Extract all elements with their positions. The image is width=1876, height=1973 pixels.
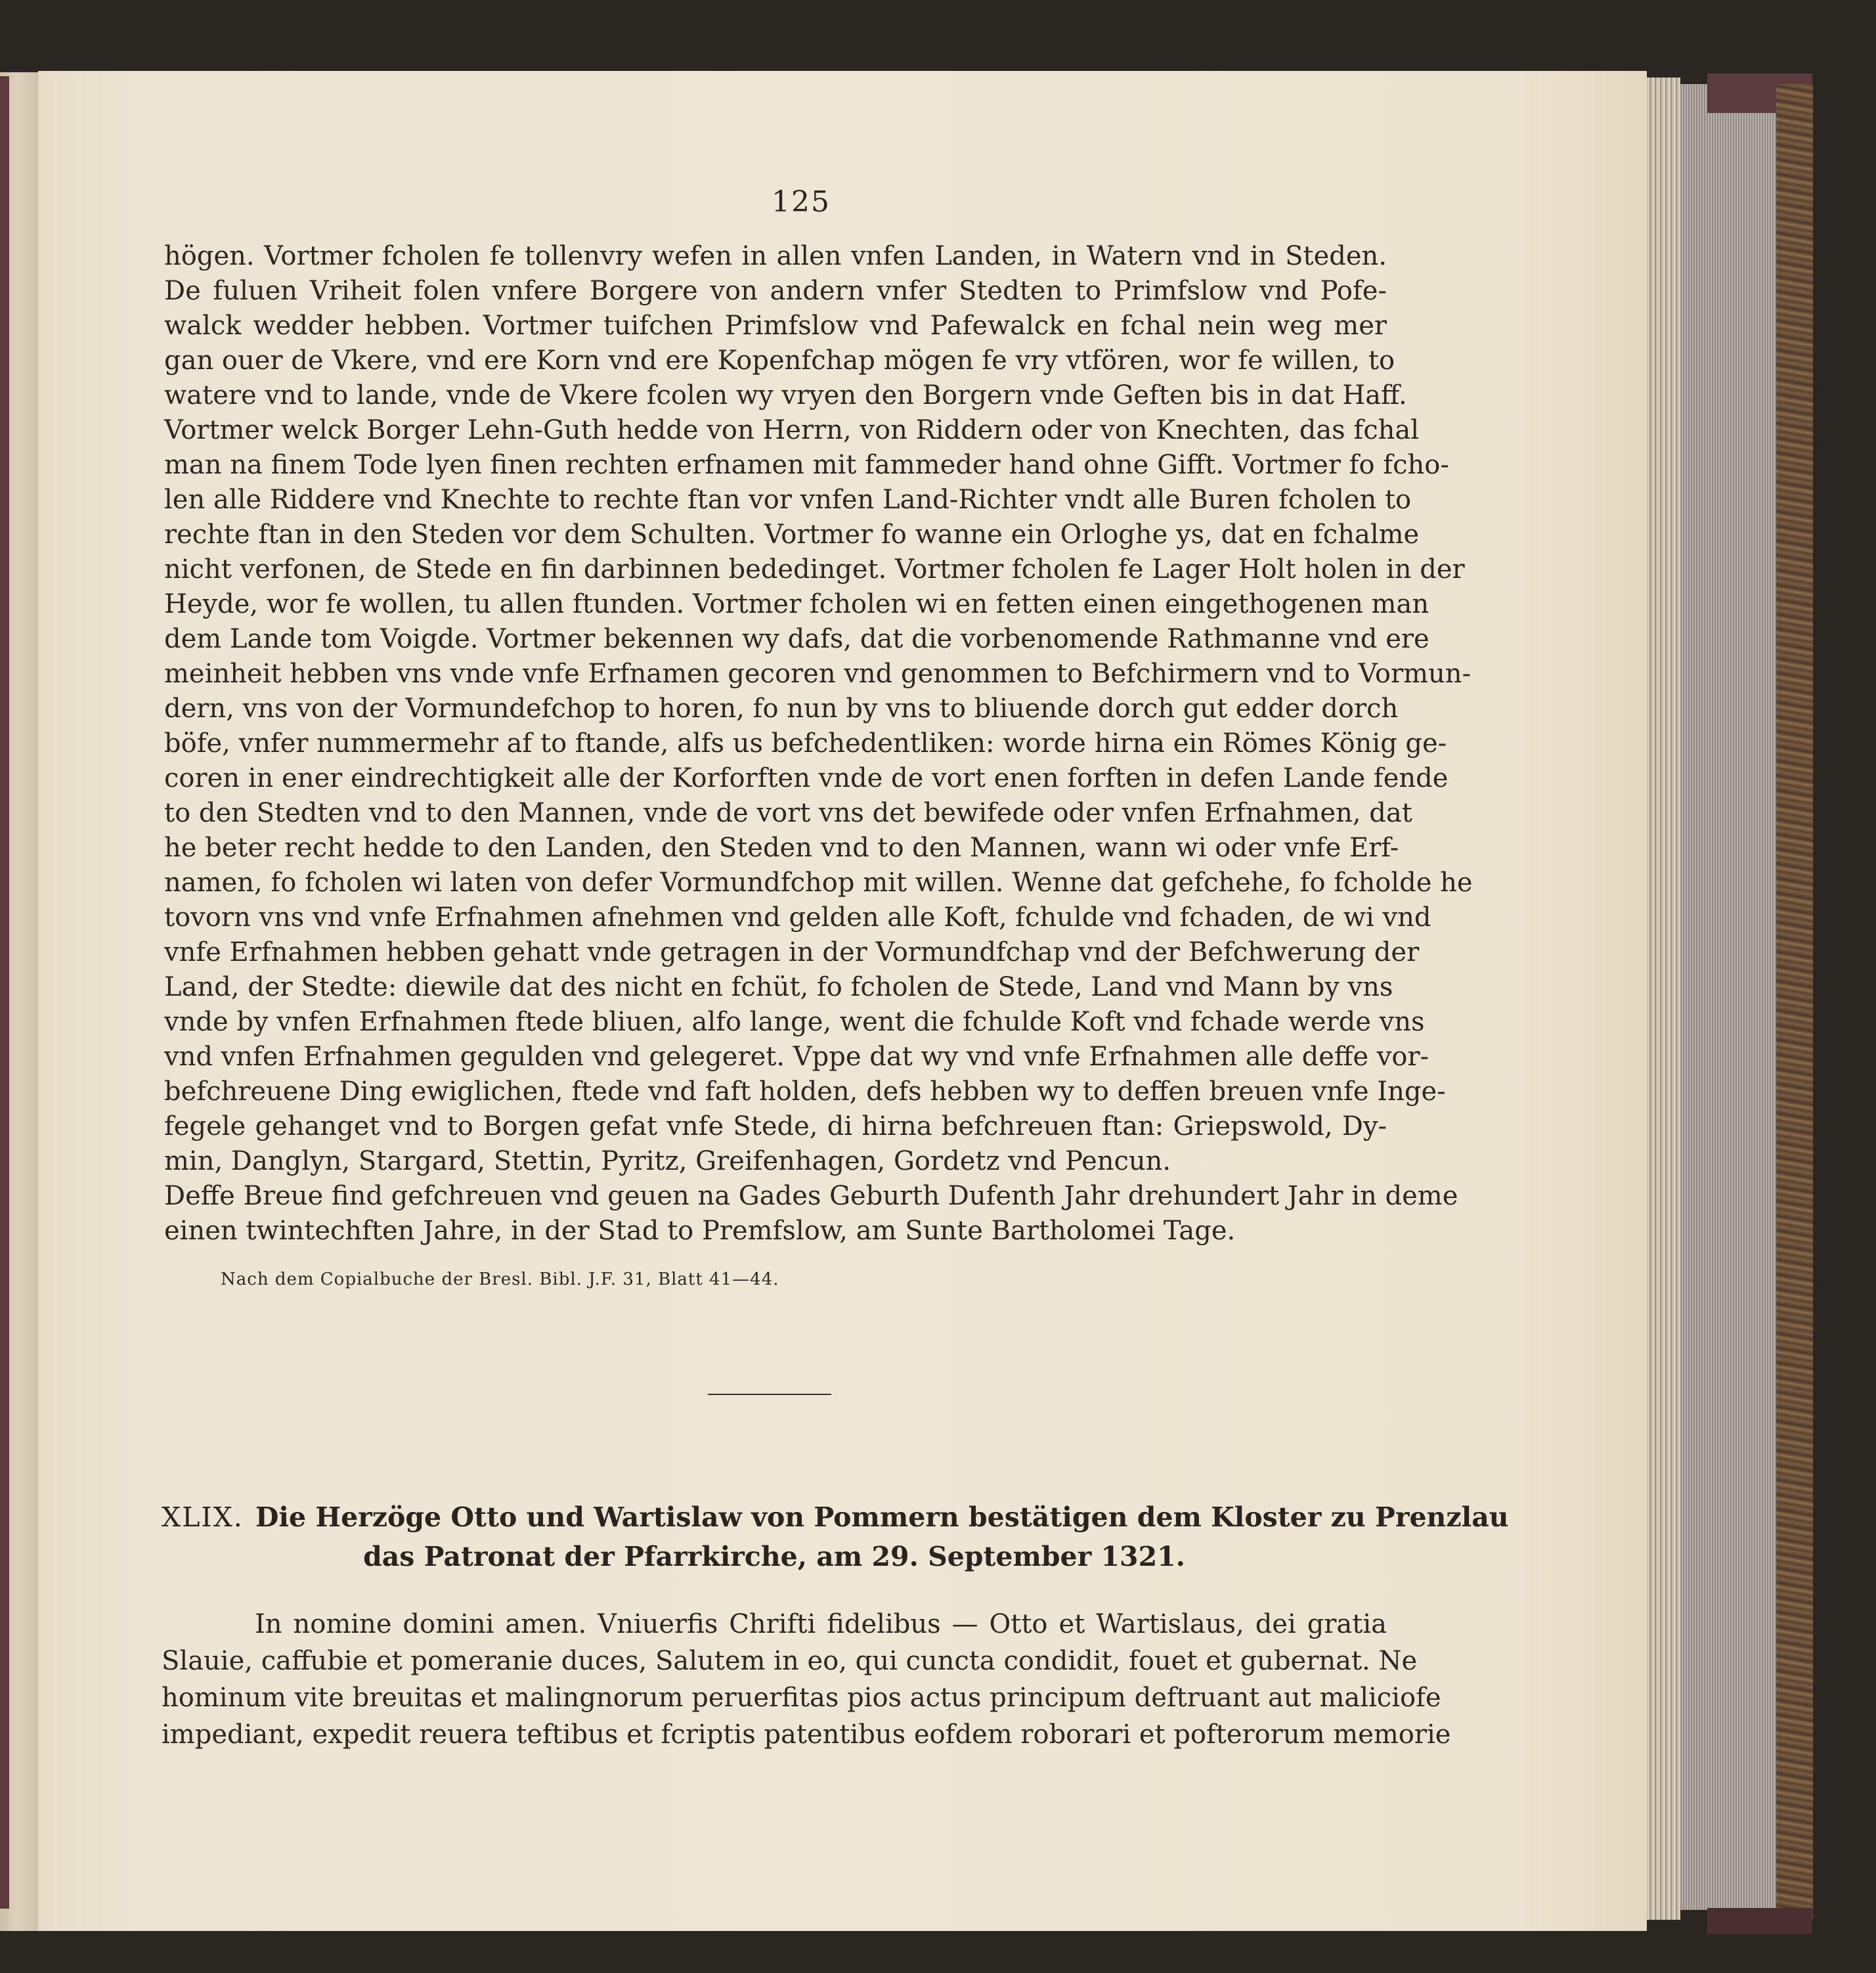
text-line: coren in ener eindrechtigkeit alle der Korforften vnde de vort enen forften in defen Lande fende <box>164 763 1449 793</box>
text-line: hominum vite breuitas et malingnorum peruerfitas pios actus principum deftruant aut maliciofe <box>162 1683 1441 1713</box>
text-line: dem Lande tom Voigde. Vortmer bekennen wy dafs, dat die vorbenomende Rathmanne vnd ere <box>164 624 1429 654</box>
document-heading <box>162 1497 1509 1576</box>
heading-line-1 <box>162 1497 1509 1537</box>
text-line: watere vnd to lande, vnde de Vkere fcolen wy vryen den Borgern vnde Geften bis in dat Haff. <box>164 380 1407 410</box>
text-line: impediant, expedit reuera teftibus et fcriptis patentibus eofdem roborari et pofterorum memorie <box>162 1719 1451 1750</box>
text-line: min, Danglyn, Stargard, Stettin, Pyritz, Greifenhagen, Gordetz vnd Pencun. <box>164 1146 1171 1176</box>
text-line: fegele gehanget vnd to Borgen gefat vnfe Stede, di hirna befchreuen ftan: Griepswold, Dy- <box>164 1111 1387 1142</box>
german-charter-text <box>164 239 1473 1249</box>
text-line: he beter recht hedde to den Landen, den Steden vnd to den Mannen, wann wi oder vnfe Erf- <box>164 833 1399 863</box>
text-line: tovorn vns vnd vnfe Erfnahmen afnehmen vnd gelden alle Koft, fchulde vnd fchaden, de wi vnd <box>164 902 1431 933</box>
text-line: gan ouer de Vkere, vnd ere Korn vnd ere Kopenfchap mögen fe vry vtfören, wor fe willen, to <box>164 345 1395 376</box>
marbled-cover-board <box>1776 84 1813 1920</box>
text-line: högen. Vortmer fcholen fe tollenvry wefen in allen vnfen Landen, in Watern vnd in Steden. <box>164 241 1387 271</box>
text-line: man na finem Tode lyen finen rechten erfnamen mit fammeder hand ohne Gifft. Vortmer fo fcho- <box>164 450 1449 480</box>
text-line: Slauie, caffubie et pomeranie duces, Salutem in eo, qui cuncta condidit, fouet et gubernat. Ne <box>162 1646 1418 1676</box>
heading-line-2: das Patronat der Pfarrkirche, am 29. September 1321. <box>363 1541 1185 1572</box>
text-line: vnd vnfen Erfnahmen gegulden vnd gelegeret. Vppe dat wy vnd vnfe Erfnahmen alle deffe vor- <box>164 1042 1429 1072</box>
source-footnote: Nach dem Copialbuche der Bresl. Bibl. J.F. 31, Blatt 41—44. <box>221 1270 779 1289</box>
text-line: Deffe Breue find gefchreuen vnd geuen na Gades Geburth Dufenth Jahr drehundert Jahr in deme <box>164 1181 1458 1211</box>
text-line: einen twintechften Jahre, in der Stad to Premfslow, am Sunte Bartholomei Tage. <box>164 1216 1236 1246</box>
text-line: len alle Riddere vnd Knechte to rechte ftan vor vnfen Land-Richter vndt alle Buren fcholen to <box>164 485 1412 515</box>
document-number: XLIX. <box>162 1501 244 1533</box>
page-number: 125 <box>772 185 831 219</box>
text-line: In nomine domini amen. Vniuerfis Chrifti fidelibus — Otto et Wartislaus, dei gratia <box>255 1609 1387 1639</box>
book-fore-edge <box>1680 84 1779 1910</box>
text-line: vnde by vnfen Erfnahmen ftede bliuen, alfo lange, went die fchulde Koft vnd fchade werde vns <box>164 1007 1425 1037</box>
text-line: De fuluen Vriheit folen vnfere Borgere von andern vnfer Stedten to Primfslow vnd Pofe- <box>164 276 1387 306</box>
latin-charter-text <box>162 1606 1451 1753</box>
text-line: namen, fo fcholen wi laten von defer Vormundfchop mit willen. Wenne dat gefchehe, fo fcholde he <box>164 868 1473 898</box>
text-line: nicht verfonen, de Stede en fin darbinnen bededinget. Vortmer fcholen fe Lager Holt holen in der <box>164 554 1465 585</box>
text-line: to den Stedten vnd to den Mannen, vnde de vort vns det bewifede oder vnfen Erfnahmen, dat <box>164 798 1412 828</box>
section-divider <box>708 1394 831 1395</box>
left-cover-edge <box>0 76 9 1909</box>
text-line: Heyde, wor fe wollen, tu allen ftunden. Vortmer fcholen wi en fetten einen eingethogenen man <box>164 589 1429 619</box>
text-line: meinheit hebben vns vnde vnfe Erfnamen gecoren vnd genommen to Befchirmern vnd to Vormun- <box>164 659 1472 689</box>
text-line: befchreuene Ding ewiglichen, ftede vnd faft holden, defs hebben wy to deffen breuen vnfe Inge- <box>164 1076 1446 1107</box>
text-line: vnfe Erfnahmen hebben gehatt vnde getragen in der Vormundfchap vnd der Befchwerung der <box>164 937 1420 967</box>
text-line: Land, der Stedte: diewile dat des nicht en fchüt, fo fcholen de Stede, Land vnd Mann by vns <box>164 972 1393 1002</box>
text-line: böfe, vnfer nummermehr af to ftande, alfs us befchedentliken: worde hirna ein Römes König ge- <box>164 728 1447 759</box>
text-line: Vortmer welck Borger Lehn-Guth hedde von Herrn, von Riddern oder von Knechten, das fchal <box>164 415 1420 445</box>
heading-title-1: Die Herzöge Otto und Wartislaw von Pommern bestätigen dem Kloster zu Prenzlau <box>255 1501 1509 1533</box>
text-line: rechte ftan in den Steden vor dem Schulten. Vortmer fo wanne ein Orloghe ys, dat en fchalme <box>164 520 1420 550</box>
binding-corner-bottom <box>1707 1908 1812 1934</box>
text-line: dern, vns von der Vormundefchop to horen, fo nun by vns to bliuende dorch gut edder dorch <box>164 694 1399 724</box>
text-line: walck wedder hebben. Vortmer tuifchen Primfslow vnd Pafewalck en fchal nein weg mer <box>164 311 1387 341</box>
